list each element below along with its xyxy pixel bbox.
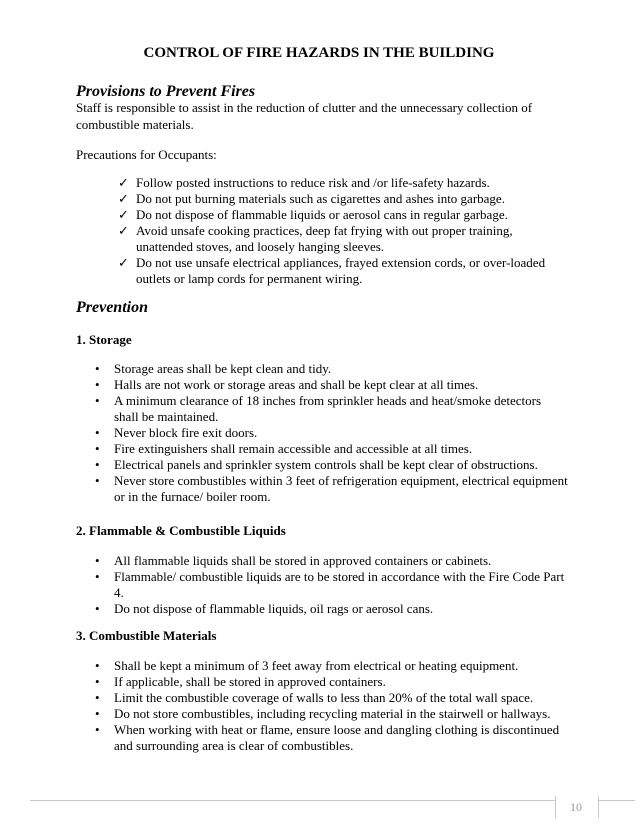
bullet-icon: • [95,457,100,472]
combustible-materials-heading: 3. Combustible Materials [76,628,217,643]
page-number: 10 [570,800,582,814]
list-item: • Never store combustibles within 3 feet of refrigeration equipment, electrical equipment or in the furnace/ boiler room. [95,473,568,504]
checkmark-icon: ✓ [118,207,129,222]
list-item: • When working with heat or flame, ensure loose and dangling clothing is discontinued and surrounding area is clear of combustibles. [95,722,560,753]
bullet-icon: • [95,674,100,689]
list-item: • Storage areas shall be kept clean and tidy. [95,361,332,376]
bullet-icon: • [95,706,100,721]
list-item: • Do not dispose of flammable liquids, oil rags or aerosol cans. [95,601,434,616]
bullet-icon: • [95,441,100,456]
list-item: • A minimum clearance of 18 inches from sprinkler heads and heat/smoke detectors shall be maintained. [95,393,542,424]
bullet-icon: • [95,553,100,568]
combustible-materials-list [93,658,568,754]
flammable-liquids-heading: 2. Flammable & Combustible Liquids [76,523,286,538]
bullet-icon: • [95,722,100,737]
bullet-icon: • [95,361,100,376]
list-item: • All flammable liquids shall be stored in approved containers or cabinets. [95,553,492,568]
precautions-label: Precautions for Occupants: [76,147,217,162]
checklist-item: ✓ Do not put burning materials such as cigarettes and ashes into garbage. [118,191,505,206]
provisions-intro-line-1: Staff is responsible to assist in the reduction of clutter and the unnecessary collection of [76,100,533,115]
bullet-icon: • [95,690,100,705]
list-item: • Limit the combustible coverage of walls to less than 20% of the total wall space. [95,690,534,705]
bullet-icon: • [95,393,100,408]
bullet-icon: • [95,569,100,584]
checkmark-icon: ✓ [118,175,129,190]
storage-list [93,361,568,505]
checklist-item: ✓ Do not use unsafe electrical appliances, frayed extension cords, or over-loaded outlets or lamp cords for permanent wiring. [118,255,546,286]
provisions-intro-line-2: combustible materials. [76,117,194,132]
list-item: • If applicable, shall be stored in approved containers. [95,674,386,689]
checkmark-icon: ✓ [118,223,129,238]
flammable-liquids-list [93,553,568,617]
bullet-icon: • [95,425,100,440]
precautions-checklist [118,175,568,287]
page-title: CONTROL OF FIRE HAZARDS IN THE BUILDING [143,45,495,61]
bullet-icon: • [95,473,100,488]
prevention-heading: Prevention [76,299,148,316]
list-item: • Electrical panels and sprinkler system controls shall be kept clear of obstructions. [95,457,538,472]
bullet-icon: • [95,601,100,616]
list-item: • Halls are not work or storage areas and shall be kept clear at all times. [95,377,479,392]
bullet-icon: • [95,377,100,392]
checkmark-icon: ✓ [118,255,129,270]
list-item: • Do not store combustibles, including recycling material in the stairwell or hallways. [95,706,551,721]
checkmark-icon: ✓ [118,191,129,206]
checklist-item: ✓ Do not dispose of flammable liquids or aerosol cans in regular garbage. [118,207,508,222]
checklist-item: ✓ Avoid unsafe cooking practices, deep fat frying with out proper training, unattended stoves, and loosely hanging sleeves. [118,223,513,254]
list-item: • Fire extinguishers shall remain accessible and accessible at all times. [95,441,473,456]
list-item: • Never block fire exit doors. [95,425,258,440]
footer-rule [30,800,635,801]
bullet-icon: • [95,658,100,673]
storage-heading: 1. Storage [76,332,132,347]
list-item: • Flammable/ combustible liquids are to be stored in accordance with the Fire Code Part 4. [95,569,565,600]
checklist-item: ✓ Follow posted instructions to reduce risk and /or life-safety hazards. [118,175,490,190]
list-item: • Shall be kept a minimum of 3 feet away from electrical or heating equipment. [95,658,519,673]
provisions-heading: Provisions to Prevent Fires [76,83,256,100]
